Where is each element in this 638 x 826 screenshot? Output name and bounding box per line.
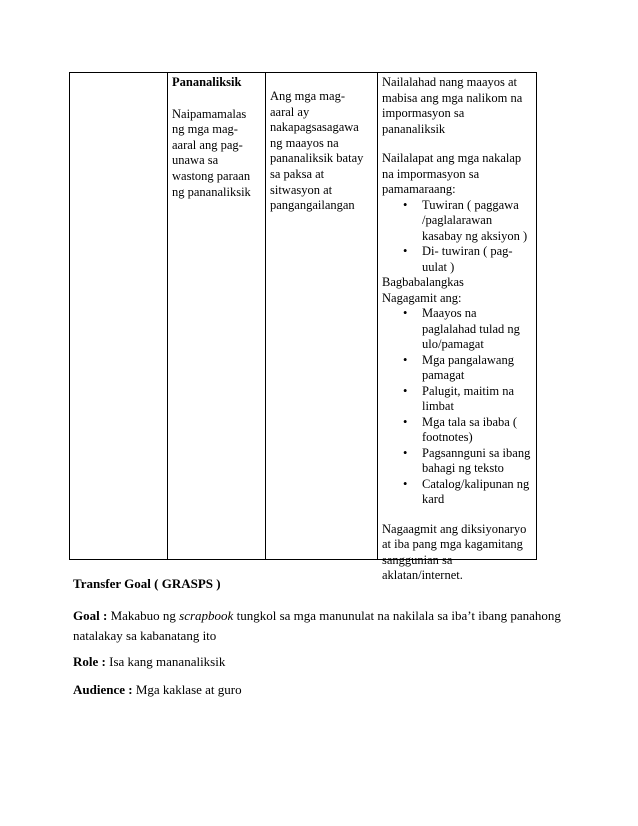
- performance-line: sitwasyon at: [270, 182, 333, 197]
- competency-line: sanggunian sa: [382, 552, 453, 567]
- competency-line: pananaliksik: [382, 121, 446, 136]
- table-column-empty: [70, 73, 168, 559]
- list-item-line: • Pagsannguni sa ibang: [422, 445, 531, 460]
- role-text: Isa kang mananaliksik: [105, 654, 226, 669]
- audience-text: Mga kaklase at guro: [132, 682, 242, 697]
- list-item-line: pamagat: [422, 368, 465, 382]
- role-label: Role :: [73, 654, 106, 669]
- transfer-goal-heading: Transfer Goal ( GRASPS ): [73, 576, 221, 591]
- list-item: [382, 353, 532, 384]
- performance-line: Ang mga mag-: [270, 89, 345, 103]
- role-paragraph: [73, 652, 573, 672]
- list-item: [382, 198, 532, 245]
- standard-line: Naipamamalas: [172, 106, 247, 121]
- list-item-line: ulo/pamagat: [422, 337, 484, 351]
- list-item: [382, 446, 532, 477]
- list-item: [382, 477, 532, 508]
- list-item: [382, 384, 532, 415]
- list-item-line: kard: [422, 492, 445, 506]
- competency-line: Nailalahad nang maayos at: [382, 75, 518, 89]
- competency-line: Nailalapat ang mga nakalap: [382, 151, 522, 165]
- competency-line: Bagbabalangkas: [382, 275, 464, 289]
- competency-line: mabisa ang mga nalikom na: [382, 90, 523, 105]
- competency-table: [69, 72, 537, 582]
- performance-line: aaral ay: [270, 104, 310, 119]
- table-column-performance: [266, 73, 378, 559]
- competency-line: Nagagamit ang:: [382, 290, 462, 305]
- goal-text-line2: natalakay sa kabanatang ito: [73, 628, 217, 643]
- standard-line: unawa sa: [172, 153, 219, 168]
- list-item-line: • Mga tala sa ibaba (: [422, 414, 518, 429]
- competency-line: impormasyon sa: [382, 106, 465, 120]
- goal-paragraph: [73, 606, 573, 646]
- goal-label: Goal :: [73, 608, 108, 623]
- audience-paragraph: [73, 680, 573, 700]
- list-item-line: uulat ): [422, 259, 455, 274]
- competency-line: pamamaraang:: [382, 182, 456, 196]
- list-item-line: kasabay ng aksiyon ): [422, 228, 528, 243]
- standard-line: aaral ang pag-: [172, 137, 243, 152]
- list-item-line: limbat: [422, 399, 454, 413]
- outline-list: [382, 306, 532, 508]
- list-item-line: • Di- tuwiran ( pag-: [422, 244, 513, 258]
- list-item-line: • Palugit, maitim na: [422, 383, 515, 398]
- list-item: [382, 306, 532, 353]
- goal-text: Makabuo ng: [107, 608, 180, 623]
- list-item-line: • Catalog/kalipunan ng: [422, 476, 530, 491]
- column-heading: Pananaliksik: [172, 75, 242, 89]
- performance-line: ng maayos na: [270, 135, 339, 150]
- list-item-line: paglalahad tulad ng: [422, 321, 520, 336]
- competency-line: at iba pang mga kagamitang: [382, 537, 523, 551]
- competency-line: aklatan/internet.: [382, 568, 463, 582]
- performance-line: nakapagsasagawa: [270, 120, 359, 135]
- list-item: [382, 415, 532, 446]
- performance-line: pangangailangan: [270, 198, 355, 213]
- table-column-standard: [168, 73, 266, 559]
- list-item-line: • Mga pangalawang: [422, 352, 514, 367]
- standard-line: ng pananaliksik: [172, 184, 251, 199]
- standard-line: wastong paraan: [172, 168, 251, 183]
- audience-label: Audience :: [73, 682, 133, 697]
- list-item: [382, 244, 532, 275]
- list-item-line: • Tuwiran ( paggawa: [422, 197, 519, 212]
- standard-line: ng mga mag-: [172, 122, 238, 137]
- list-item-line: /paglalarawan: [422, 213, 493, 227]
- performance-line: pananaliksik batay: [270, 151, 364, 166]
- performance-line: sa paksa at: [270, 166, 325, 181]
- goal-text: tungkol sa mga manunulat na nakilala sa iba’t ibang panahong: [233, 608, 561, 623]
- competency-line: na impormasyon sa: [382, 166, 480, 181]
- competency-line: Nagaagmit ang diksiyonaryo: [382, 521, 527, 536]
- goal-text-italic: scrapbook: [179, 608, 234, 623]
- list-item-line: bahagi ng teksto: [422, 461, 504, 475]
- table-column-competency: [378, 73, 536, 582]
- list-item-line: footnotes): [422, 430, 473, 444]
- list-item-line: • Maayos na: [422, 306, 477, 320]
- method-list: [382, 198, 532, 276]
